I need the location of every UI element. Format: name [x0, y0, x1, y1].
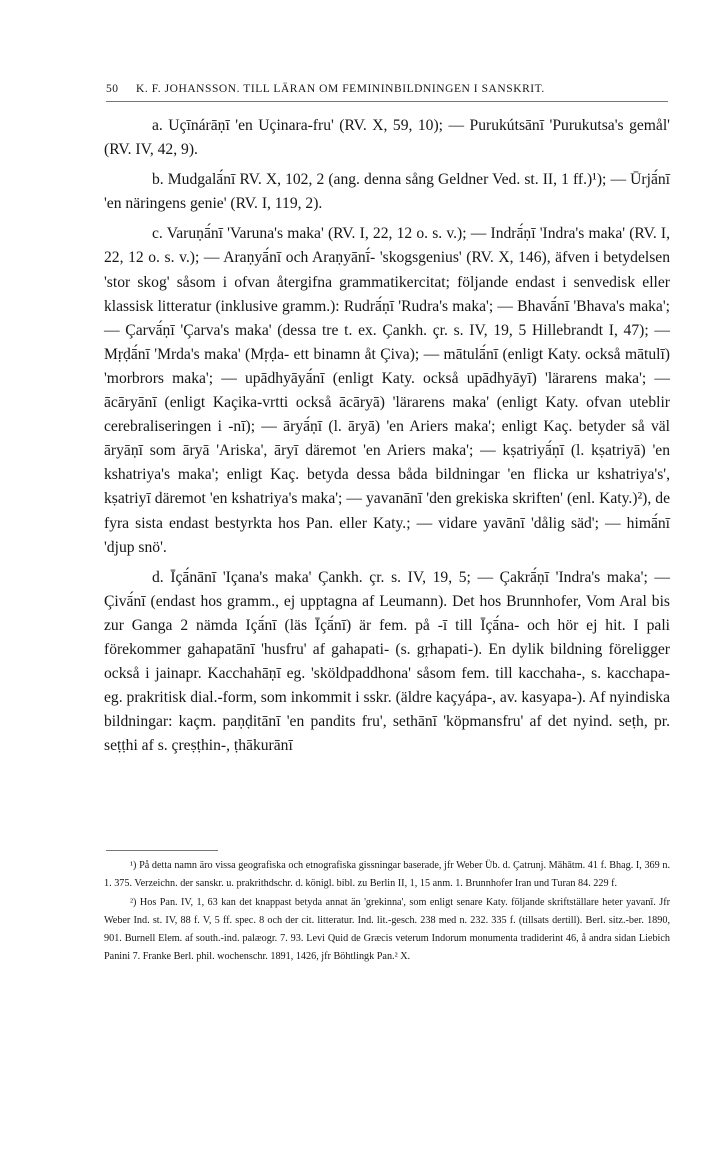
paragraph-a: a. Uçīnárāṇī 'en Uçinara-fru' (RV. X, 59, 10); — Purukútsānī 'Purukutsa's gemål' (RV. IV, 42, 9). [104, 117, 670, 159]
footnotes [104, 857, 670, 965]
footnote-1: ¹) På detta namn äro vissa geografiska och etnografiska gissningar baserade, jfr Weber Üb. d. Çatrunj. Māhātm. 41 f. Bhag. I, 369 n. 1. 375. Verzeichn. der sanskr. u. prakrithdschr. d. königl. bibl. zu Berlin II, 1, 15 anm. 1. Brunnhofer Iran und Turan 84. 229 f. [104, 860, 670, 889]
page-number: 50 [106, 83, 119, 95]
paragraph-b: b. Mudgalā́nī RV. X, 102, 2 (ang. denna sång Geldner Ved. st. II, 1 ff.)¹); — Ūrjā́nī 'en näringens genie' (RV. I, 119, 2). [104, 171, 670, 213]
header-rule [106, 101, 668, 102]
running-header [106, 83, 666, 95]
paragraph-c: c. Varuṇā́nī 'Varuna's maka' (RV. I, 22, 12 o. s. v.); — Indrā́ṇī 'Indra's maka' (RV. I, 22, 12 o. s. v.); — Araṇyā́nī och Araṇyānī́- 'skogsgenius' (RV. X, 146), äfven i betydelsen 'stor skog' såsom i ofvan återgifna grammatikercitat; följande endast i senvedisk eller klassisk litteratur (inklusive gramm.): Rudrā́ṇī 'Rudra's maka'; — Bhavā́nī 'Bhava's maka'; — Çarvā́ṇī 'Çarva's maka' (dessa tre t. ex. Çankh. çr. s. IV, 19, 5 Hillebrandt I, 47); — Mṛḍā́nī 'Mrda's maka' (Mṛḍa- ett binamn åt Çiva); — mātulā́nī (enligt Katy. också mātulī) 'morbrors maka'; — upādhyāyā́nī (enligt Katy. också upādhyāyī) 'lärarens maka'; — ācāryānī (enligt Kaçika-vrtti också ācāryā) 'lärarens maka' (enligt Katy. ofvan uteblir cerebraliseringen i -nī); — āryā́ṇī (l. āryā) 'en Ariers maka'; enligt Kaç. betyder så väl āryāṇī som āryā 'Ariska', āryī däremot 'en Ariers maka'; — kṣatriyā́ṇī (l. kṣatriyā) 'en kshatriya's maka'; enligt Kaç. betyda dessa båda bildningar 'en flicka ur kshatriya's', kṣatriyī däremot 'en kshatriya's maka'; — yavanānī 'den grekiska skriften' (enl. Katy.)²), de fyra sista endast bestyrkta hos Pan. eller Katy.; — vidare yavānī 'dålig säd'; — himā́nī 'djup snö'. [104, 225, 670, 556]
paragraph-d: d. Īçā́nānī 'Içana's maka' Çankh. çr. s. IV, 19, 5; — Çakrā́ṇī 'Indra's maka'; — Çivā́nī (endast hos gramm., ej upptagna af Leumann). Det hos Brunnhofer, Vom Aral bis zur Ganga 2 nämda Içā́nī (läs Īçā́nī) är fem. på -ī till Īçā́na- och hör ej hit. I pali förekommer gahapatānī 'husfru' af gahapati- (s. gṛhapati-). En dylik bildning föreligger också i jainapr. Kacchahāṇī eg. 'sköldpaddhona' såsom fem. till kacchaha-, s. kacchapa- eg. prakritisk dial.-form, som inkommit i sskr. (äldre kaçyápa-, av. kasyapa-). Af nyindiska bildningar: kaçm. paṇḍitānī 'en pandits fru', sethānī 'köpmansfru' af det nyind. seṭh, pr. seṭṭhi af s. çreṣṭhin-, ṭhākurānī [104, 568, 670, 755]
main-text [104, 114, 670, 758]
running-title: K. F. JOHANSSON. TILL LÄRAN OM FEMININBILDNINGEN I SANSKRIT. [136, 83, 545, 95]
footnote-2: ²) Hos Pan. IV, 1, 63 kan det knappast betyda annat än 'grekinna', som enligt senare Katy. följande skriftställare heter yavanī. Jfr Weber Ind. st. IV, 88 f. V, 5 ff. spec. 8 och der cit. litteratur. Ind. lit.-gesch. 238 med n. 232. 335 f. (tillsats dertill). Berl. sitz.-ber. 1890, 901. Burnell Elem. af south.-ind. palæogr. 7. 93. Levi Quid de Græcis veterum Indorum monumenta tradiderint 46, å andra sidan Liebich Panini 7. Franke Berl. phil. wochenschr. 1891, 1426, jfr Böhtlingk Pan.² X. [104, 897, 670, 962]
footnote-rule [106, 850, 218, 851]
